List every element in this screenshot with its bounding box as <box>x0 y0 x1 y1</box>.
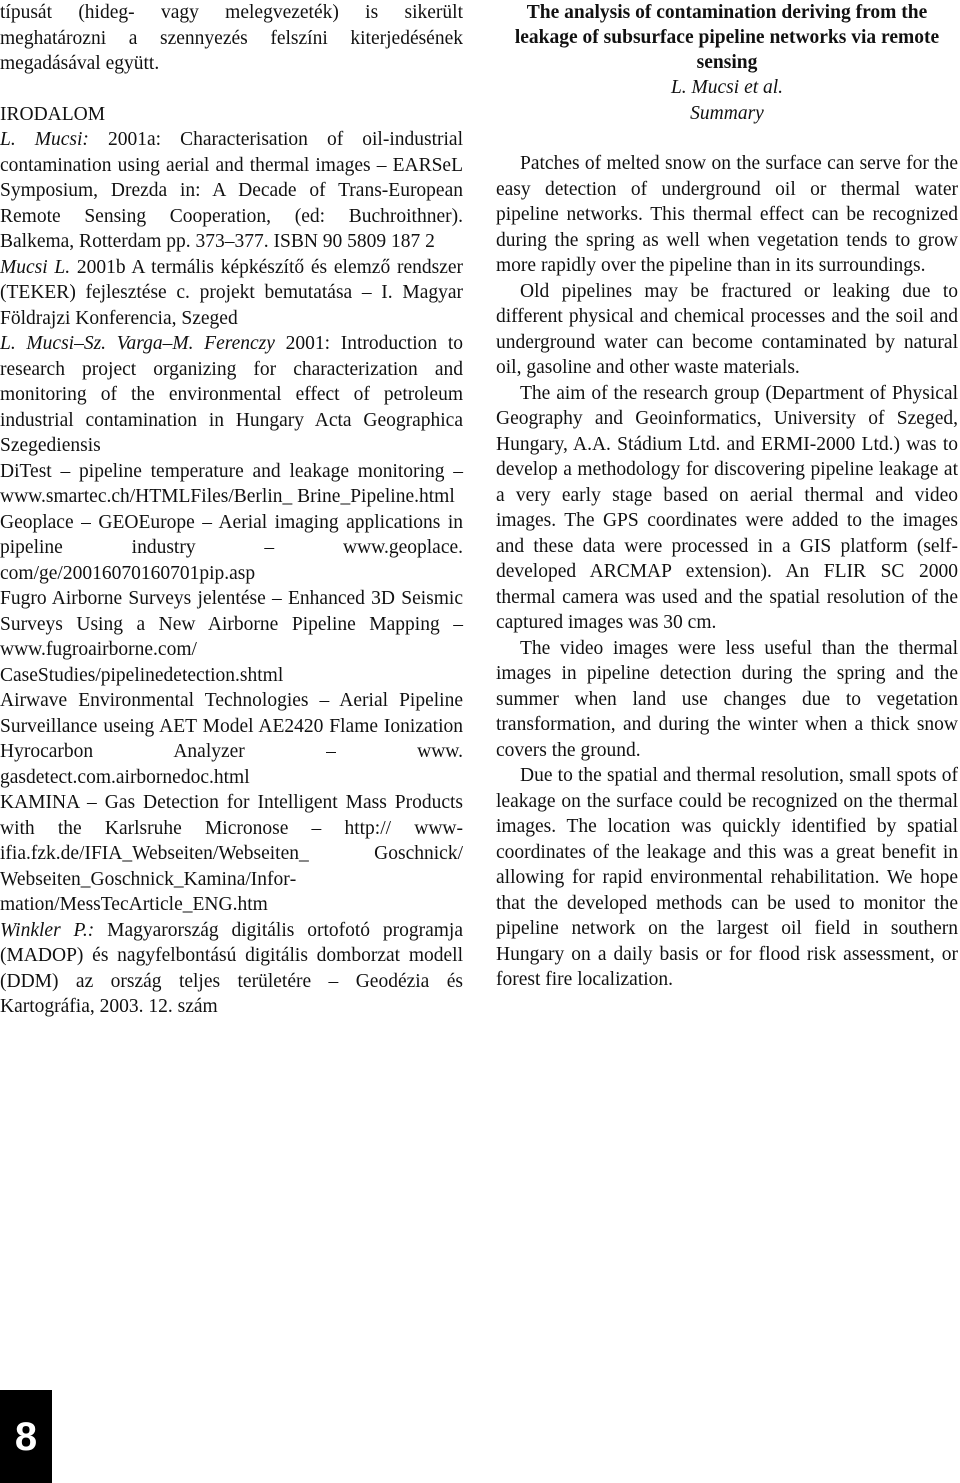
reference-item <box>0 459 463 510</box>
reference-item <box>0 255 463 332</box>
reference-text: Fugro Airborne Surveys jelentése – Enhanced 3D Seismic Surveys Using a New Airborne Pipeline Mapping – www.fugroairborne.com/ CaseStudies/pipelinedetection.shtml <box>0 588 463 686</box>
summary-paragraph: The video images were less useful than the thermal images in pipeline detection during the spring and the summer when land use changes due to vegetation transformation, and during the winter when a thick snow covers the ground. <box>496 637 958 761</box>
reference-text: Magyarország digitális ortofotó programja (MADOP) és nagyfelbontású digitális domborzat modell (DDM) az ország teljes területére – Geodézia és Kartográfia, 2003. 12. szám <box>0 919 464 1017</box>
reference-item <box>0 918 463 1020</box>
summary-paragraph: Old pipelines may be fractured or leaking due to different physical and chemical processes and the soil and underground water can become contaminated by natural oil, gasoline and other waste materials. <box>496 280 958 378</box>
left-column <box>0 0 463 1020</box>
reference-item <box>0 331 463 459</box>
reference-text: 2001b A termális képkészítő és elemző rendszer (TEKER) fejlesztése c. projekt bemutatása – I. Magyar Földrajzi Konferencia, Szeged <box>0 256 464 329</box>
reference-text: Airwave Environmental Technologies – Aerial Pipeline Surveillance useing AET Model AE2420 Flame Ionization Hyrocarbon Analyzer – www. gasdetect.com.airbornedoc.html <box>0 690 463 788</box>
reference-text: Geoplace – GEOEurope – Aerial imaging applications in pipeline industry – www.geoplace. com/ge/20016070160701pip.asp <box>0 511 463 584</box>
right-column <box>496 0 958 993</box>
reference-item <box>0 586 463 688</box>
summary-paragraph: Due to the spatial and thermal resolution, small spots of leakage on the surface could be recognized on the thermal images. The location was quickly identified by spatial coordinates of the leakage and this was a great benefit in allowing for rapid environmental rehabilitation. We hope that the developed methods can be used to monitor the pipeline network on the largest oil field in southern Hungary on a daily basis or for flood risk assessment, or forest fire localization. <box>496 765 958 990</box>
reference-text: DiTest – pipeline temperature and leakage monitoring – www.smartec.ch/HTMLFiles/Berlin_ Brine_Pipeline.html <box>0 460 463 507</box>
reference-author: Mucsi L. <box>0 256 71 278</box>
reference-text: KAMINA – Gas Detection for Intelligent Mass Products with the Karlsruhe Micronose – http:// www-ifia.fzk.de/IFIA_Webseiten/Webseiten_ Goschnick/ Webseiten_Goschnick_Kamina/Information/MessTecArticle_ENG.htm <box>0 792 463 915</box>
reference-author: L. Mucsi: <box>0 129 89 150</box>
reference-item <box>0 127 463 255</box>
references-heading: IRODALOM <box>0 103 106 125</box>
summary-authors: L. Mucsi et al. <box>670 77 784 98</box>
reference-item <box>0 790 463 918</box>
summary-label: Summary <box>690 102 764 124</box>
summary-paragraph: Patches of melted snow on the surface can serve for the easy detection of underground oil or thermal water pipeline networks. This thermal effect can be recognized during the spring as well when vegetation tends to grow more rapidly over the pipeline than in its surroundings. <box>496 153 958 276</box>
reference-item <box>0 510 463 587</box>
reference-item <box>0 688 463 790</box>
reference-text: 2001a: Characterisation of oil-industrial contamination using aerial and thermal images – EARSeL Symposium, Drezda in: A Decade of Trans-European Remote Sensing Cooperation, (ed: Buchroithner). Balkema, Rotterdam pp. 373–377. ISBN 90 5809 187 2 <box>0 129 463 252</box>
page-number-tab <box>0 1390 52 1483</box>
reference-author: Winkler P.: <box>0 919 95 941</box>
summary-paragraph: The aim of the research group (Department of Physical Geography and Geoinformatics, University of Szeged, Hungary, A.A. Stádium Ltd. and ERMI-2000 Ltd.) was to develop a methodology for discovering pipeline leakage at a very early stage based on aerial thermal and video images. The GPS coordinates were added to the images and these data were processed in a GIS platform (self-developed ARCMAP extension). An FLIR SC 2000 thermal camera was used and the spatial resolution of the captured images was 30 cm. <box>496 382 958 633</box>
reference-author: L. Mucsi–Sz. Varga–M. Ferenczy <box>0 333 275 354</box>
reference-text: 2001: Introduction to research project organizing for characterization and monitoring of the environmental effect of petroleum industrial contamination in Hungary Acta Geographica Szegediensis <box>0 333 464 456</box>
summary-title: The analysis of contamination deriving from the leakage of subsurface pipeline networks via remote sensing <box>514 2 940 73</box>
intro-paragraph: típusát (hideg- vagy melegvezeték) is sikerült meghatározni a szennyezés felszíni kiterjedésének megadásával együtt. <box>0 2 463 74</box>
page-number: 8 <box>14 1414 38 1459</box>
